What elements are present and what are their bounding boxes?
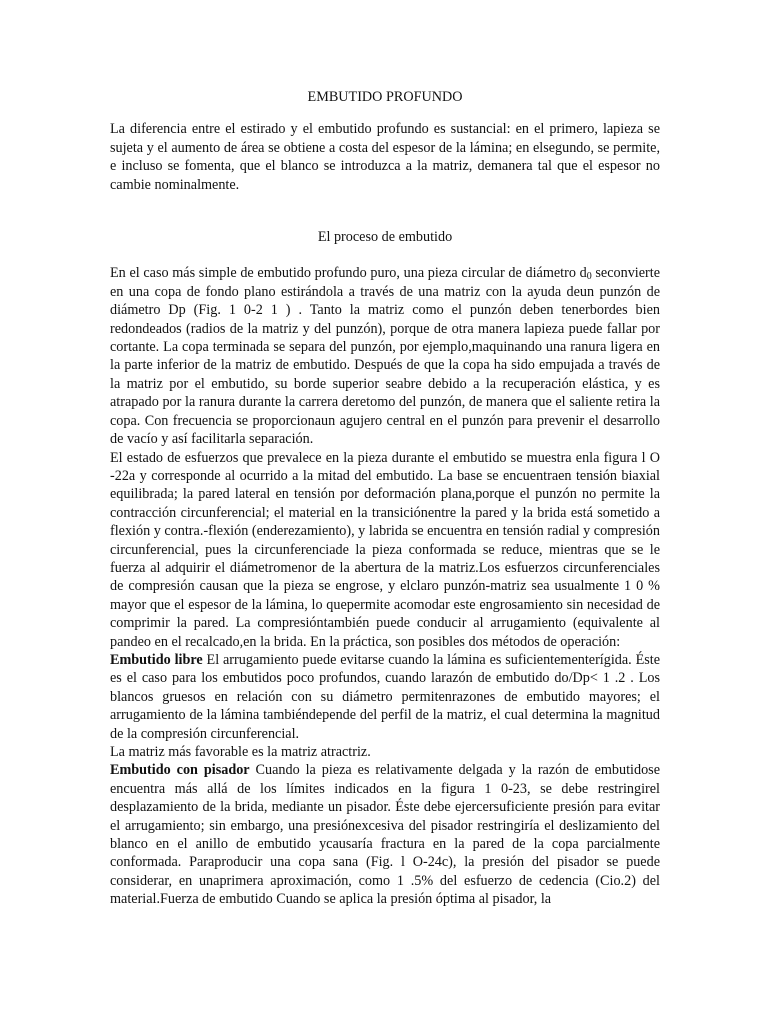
process-paragraph-start: En el caso más simple de embutido profundo puro, una pieza circular de diámetro d [110, 265, 587, 282]
tractrix-paragraph: La matriz más favorable es la matriz atractriz. [110, 744, 371, 760]
free-drawing-paragraph [110, 651, 660, 743]
process-paragraph [110, 264, 660, 448]
diameter-subscript: 0 [586, 271, 592, 283]
blank-holder-heading: Embutido con pisador [110, 762, 250, 779]
section-title: El proceso de embutido [317, 229, 453, 246]
stress-paragraph: El estado de esfuerzos que prevalece en la pieza durante el embutido se muestra enla figura l O -22a y corresponde al ocurrido a la mitad del embutido. La base se encuentraen tensión biaxial equilibrada; la pared lateral en tensión por deformación plana,porque el punzón no permite la contracción circunferencial; el material en la transiciónentre la pared y la brida está sometido a flexión y contra.-flexión (enderezamiento), y labrida se encuentra en tensión radial y compresión circunferencial, pues la circunferenciade la pieza conformada se reduce, mientras que se le fuerza al adquirir el diámetromenor de la abertura de la matriz.Los esfuerzos circunferenciales de compresión causan que la pieza se engrose, y elclaro punzón-matriz sea usualmente 1 0 % mayor que el espesor de la lámina, lo quepermite acomodar este engrosamiento sin necesidad de comprimir la pared. La compresióntambién puede conducir al arrugamiento (equivalente al pandeo en el recalcado,en la brida. En la práctica, son posibles dos métodos de operación: [110, 449, 660, 650]
process-paragraph-rest: seconvierte en una copa de fondo plano estirándola a través de una matriz con la ayuda deun punzón de diámetro Dp (Fig. 1 0-2 1 ) . Tanto la matriz como el punzón deben tenerbordes bien redondeados (radios de la matriz y del punzón), porque de otra manera lapieza puede fallar por cortante. La copa terminada se separa del punzón, por ejemplo,maquinando una ranura ligera en la parte inferior de la matriz de embutido. Después de que la copa ha sido empujada a través de la matriz por el embutido, su borde superior seabre debido a la recuperación elástica, y es atrapado por la ranura durante la carrera deretomo del punzón, de manera que el saliente retira la copa. Con frecuencia se proporcionaun agujero central en el punzón para prevenir el desarrollo de vacío y así facilitarla separación. [110, 265, 660, 448]
intro-paragraph: La diferencia entre el estirado y el embutido profundo es sustancial: en el primero, lapieza se sujeta y el aumento de área se obtiene a costa del espesor de la lámina; en elsegundo, se permite, e incluso se fomenta, que el blanco se introduzca a la matriz, demanera tal que el espesor no cambie nominalmente. [110, 121, 660, 193]
document-title: EMBUTIDO PROFUNDO [307, 89, 463, 105]
blank-holder-text: Cuando la pieza es relativamente delgada y la razón de embutidose encuentra más allá de los límites indicados en la figura 1 0-23, se debe restringirel desplazamiento de la brida, mediante un pisador. Éste debe ejercersuficiente presión para evitar el arrugamiento; sin embargo, una presiónexcesiva del pisador restringiría el deslizamiento del blanco en el anillo de embutido ycausaría fractura en la pared de la copa parcialmente conformada. Paraproducir una copa sana (Fig. l O-24c), la presión del pisador se puede considerar, en unaprimera aproximación, como 1 .5% del esfuerzo de cedencia (Cio.2) del material.Fuerza de embutido Cuando se aplica la presión óptima al pisador, la [110, 762, 660, 908]
document-page [110, 88, 660, 909]
blank-holder-paragraph [110, 761, 660, 908]
free-drawing-text: El arrugamiento puede evitarse cuando la lámina es suficientementerígida. Éste es el caso para los embutidos poco profundos, cuando larazón de embutido do/Dp< 1 .2 . Los blancos gruesos en relación con su diámetro permitenrazones de embutido mayores; el arrugamiento de la lámina tambiéndepende del perfil de la matriz, el cual determina la magnitud de la compresión circunferencial. [110, 651, 660, 742]
free-drawing-heading: Embutido libre [110, 651, 203, 668]
